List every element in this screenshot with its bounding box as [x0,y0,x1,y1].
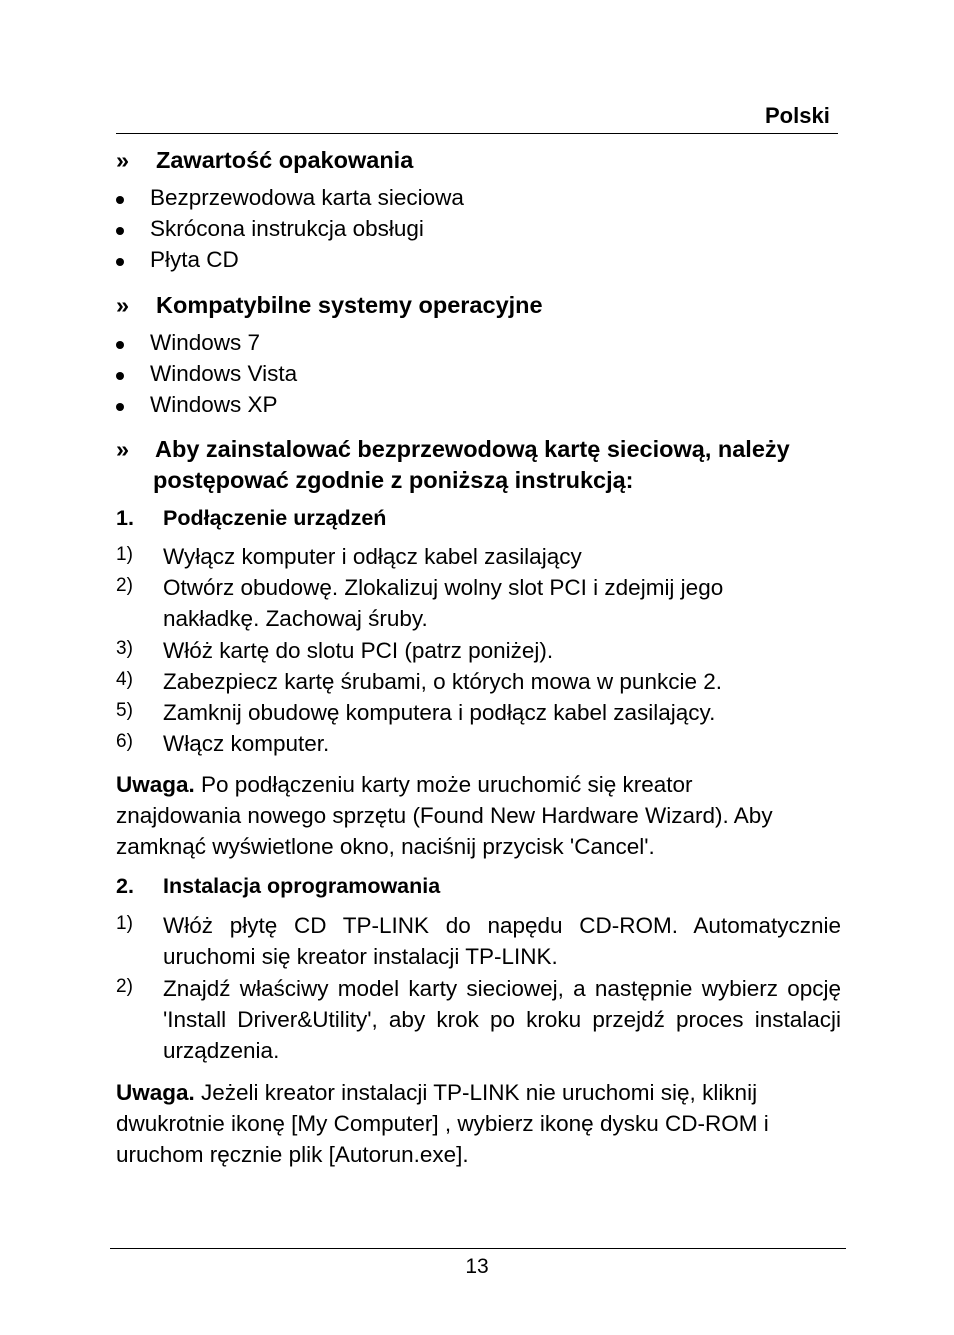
bullet-icon [116,372,124,380]
section-title-line2: postępować zgodnie z poniższą instrukcją: [153,467,634,493]
footer-rule [110,1248,846,1249]
section-title: Zawartość opakowania [156,147,414,173]
note-paragraph [116,1077,806,1170]
step-text: Znajdź właściwy model karty sieciowej, a następnie wybierz opcję 'Install Driver&Utility', aby krok po kroku przejdź proces instalacji urządzenia. [163,976,841,1063]
bullet-icon [116,258,124,266]
list-item-text: Skrócona instrukcja obsługi [150,216,424,241]
list-item-text: Windows 7 [150,330,261,355]
note-text: Po podłączeniu karty może uruchomić się kreator znajdowania nowego sprzętu (Found New Hardware Wizard). Aby zamknąć wyświetlone okno, naciśnij przycisk 'Cancel'. [116,772,773,859]
step-text: Zabezpiecz kartę śrubami, o których mowa w punkcie 2. [163,669,722,694]
section-title-line1: Aby zainstalować bezprzewodową kartę sieciową, należy [155,436,790,462]
subsection-number: 1. [116,506,134,530]
section-marker: » [116,292,130,318]
step-text: Zamknij obudowę komputera i podłącz kabel zasilający. [163,700,716,725]
bullet-icon [116,403,124,411]
step-text: Wyłącz komputer i odłącz kabel zasilający [163,544,582,569]
step-text: Włącz komputer. [163,731,330,756]
section-marker: » [116,436,130,462]
step-text: Włóż kartę do slotu PCI (patrz poniżej). [163,638,554,663]
step-number: 1) [116,913,133,934]
note-label: Uwaga. [116,772,195,797]
step-number: 4) [116,669,133,690]
note-paragraph [116,769,816,862]
bullet-icon [116,341,124,349]
step-text: Włóż płytę CD TP-LINK do napędu CD-ROM. Automatycznie uruchomi się kreator instalacji TP-LINK. [163,913,841,969]
subsection-title: Instalacja oprogramowania [163,874,441,898]
note-label: Uwaga. [116,1080,195,1105]
subsection-number: 2. [116,874,134,898]
page-number: 13 [465,1255,489,1278]
bullet-icon [116,196,124,204]
step-number: 5) [116,700,133,721]
header-language: Polski [765,103,830,128]
note-text: Jeżeli kreator instalacji TP-LINK nie uruchomi się, kliknij dwukrotnie ikonę [My Computer] , wybierz ikonę dysku CD-ROM i uruchom ręcznie plik [Autorun.exe]. [116,1080,769,1167]
step-number: 2) [116,976,133,997]
header-rule [116,133,838,134]
step-number: 1) [116,544,133,565]
list-item-text: Windows Vista [150,361,298,386]
step-number: 2) [116,575,133,596]
section-title: Kompatybilne systemy operacyjne [156,292,543,318]
list-item-text: Płyta CD [150,247,239,272]
step-text: Otwórz obudowę. Zlokalizuj wolny slot PCI i zdejmij jego nakładkę. Zachowaj śruby. [163,575,724,631]
bullet-icon [116,227,124,235]
section-marker: » [116,147,130,173]
step-number: 3) [116,638,133,659]
list-item-text: Bezprzewodowa karta sieciowa [150,185,464,210]
subsection-title: Podłączenie urządzeń [163,506,387,530]
list-item-text: Windows XP [150,392,278,417]
step-number: 6) [116,731,133,752]
